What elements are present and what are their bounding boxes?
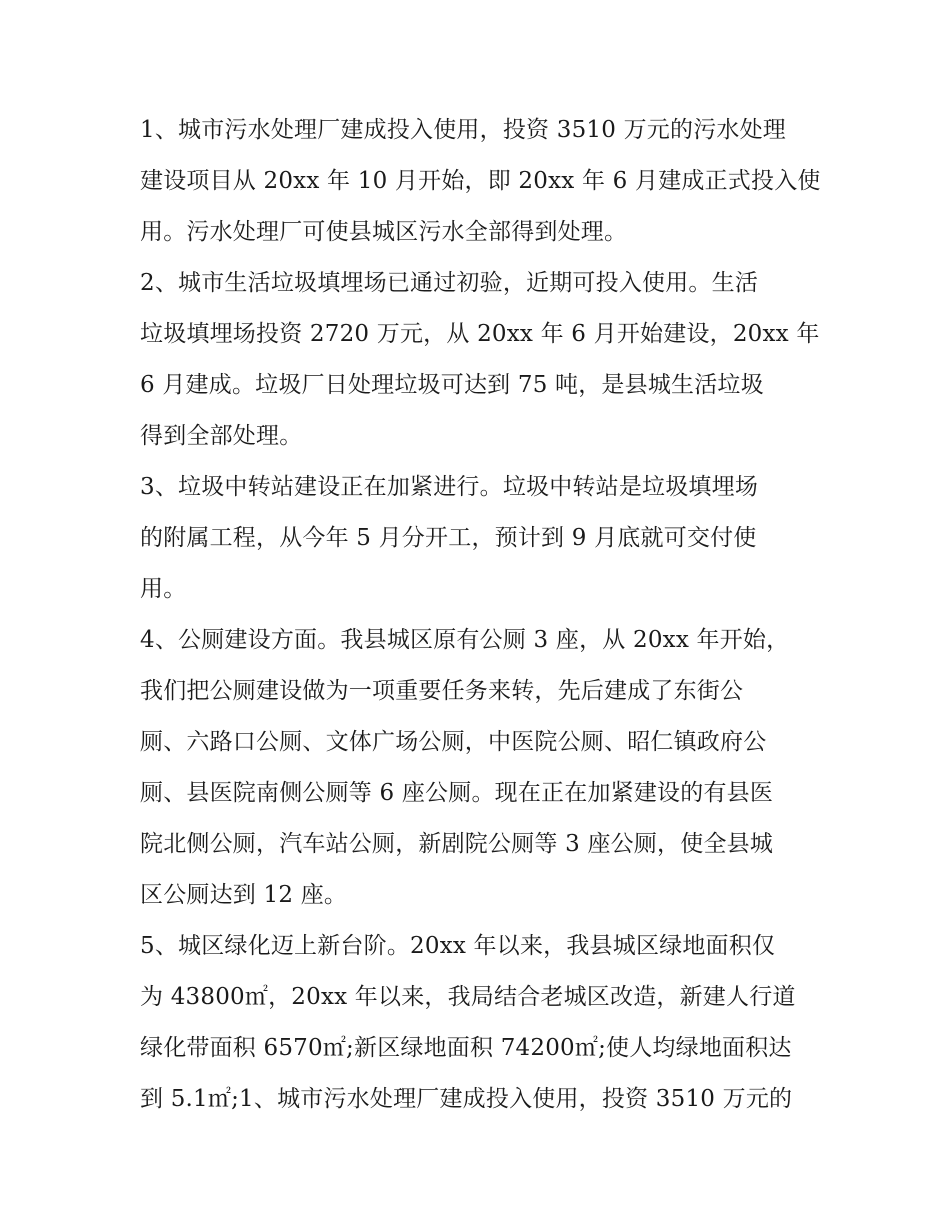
text-line: 建设项目从 20xx 年 10 月开始，即 20xx 年 6 月建成正式投入使 — [140, 168, 821, 194]
text-line: 的附属工程，从今年 5 月分开工，预计到 9 月底就可交付使 — [140, 525, 757, 551]
document-body — [140, 105, 821, 1125]
text-line: 4、公厕建设方面。我县城区原有公厕 3 座，从 20xx 年开始， — [140, 627, 790, 653]
text-line: 厕、县医院南侧公厕等 6 座公厕。现在正在加紧建设的有县医 — [140, 780, 774, 806]
text-line: 区公厕达到 12 座。 — [140, 882, 348, 908]
text-line: 6 月建成。垃圾厂日处理垃圾可达到 75 吨，是县城生活垃圾 — [140, 372, 764, 398]
text-line: 5、城区绿化迈上新台阶。20xx 年以来，我县城区绿地面积仅 — [140, 933, 776, 959]
text-line: 得到全部处理。 — [140, 423, 303, 449]
text-line: 2、城市生活垃圾填埋场已通过初验，近期可投入使用。生活 — [140, 270, 759, 296]
text-line: 我们把公厕建设做为一项重要任务来转，先后建成了东街公 — [140, 678, 744, 704]
text-line: 3、垃圾中转站建设正在加紧进行。垃圾中转站是垃圾填埋场 — [140, 474, 759, 500]
text-line: 院北侧公厕，汽车站公厕，新剧院公厕等 3 座公厕，使全县城 — [140, 831, 774, 857]
text-line: 为 43800㎡，20xx 年以来，我局结合老城区改造，新建人行道 — [140, 984, 796, 1010]
text-line: 绿化带面积 6570㎡;新区绿地面积 74200㎡;使人均绿地面积达 — [140, 1035, 792, 1061]
text-line: 1、城市污水处理厂建成投入使用，投资 3510 万元的污水处理 — [140, 117, 786, 143]
text-line: 到 5.1㎡;1、城市污水处理厂建成投入使用，投资 3510 万元的 — [140, 1086, 793, 1112]
text-line: 用。污水处理厂可使县城区污水全部得到处理。 — [140, 219, 628, 245]
text-line: 用。 — [140, 576, 187, 602]
text-line: 厕、六路口公厕、文体广场公厕，中医院公厕、昭仁镇政府公 — [140, 729, 767, 755]
text-line: 垃圾填埋场投资 2720 万元，从 20xx 年 6 月开始建设，20xx 年 — [140, 321, 820, 347]
